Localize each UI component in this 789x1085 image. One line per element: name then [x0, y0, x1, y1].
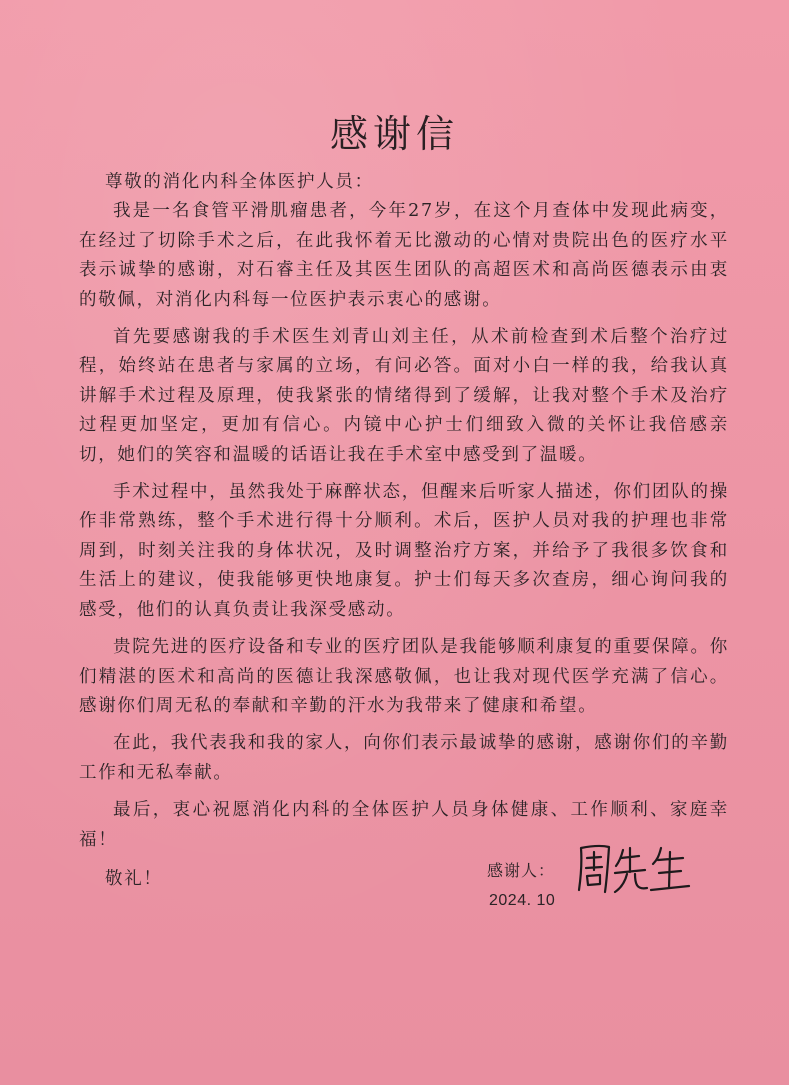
paragraph-5: 在此，我代表我和我的家人，向你们表示最诚挚的感谢，感谢你们的辛勤工作和无私奉献。 — [79, 733, 729, 783]
letter-date: 2024. 10 — [489, 892, 556, 909]
letter-body — [79, 168, 729, 894]
paragraph-1: 我是一名食管平滑肌瘤患者，今年27岁，在这个月查体中发现此病变，在经过了切除手术之后，在此我怀着无比激动的心情对贵院出色的医疗水平表示诚挚的感谢，对石睿主任及其医生团队的高超医术和高尚医德表示由衷的敬佩，对消化内科每一位医护表示衷心的感谢。 — [79, 201, 729, 310]
paragraph-3: 手术过程中，虽然我处于麻醉状态，但醒来后听家人描述，你们团队的操作非常熟练，整个手术进行得十分顺利。术后，医护人员对我的护理也非常周到，时刻关注我的身体状况，及时调整治疗方案，并给予了我很多饮食和生活上的建议，使我能够更快地康复。护士们每天多次查房，细心询问我的感受，他们的认真负责让我深受感动。 — [79, 482, 729, 620]
paragraph-4: 贵院先进的医疗设备和专业的医疗团队是我能够顺利康复的重要保障。你们精湛的医术和高尚的医德让我深感敬佩，也让我对现代医学充满了信心。感谢你们周无私的奉献和辛勤的汗水为我带来了健康和希望。 — [79, 637, 729, 716]
signer-label: 感谢人： — [487, 861, 556, 880]
paragraph-2: 首先要感谢我的手术医生刘青山刘主任，从术前检查到术后整个治疗过程，始终站在患者与家属的立场，有问必答。面对小白一样的我，给我认真讲解手术过程及原理，使我紧张的情绪得到了缓解，让我对整个手术及治疗过程更加坚定，更加有信心。内镜中心护士们细致入微的关怀让我倍感亲切，她们的笑容和温暖的话语让我在手术室中感受到了温暖。 — [79, 327, 729, 465]
letter-title: 感谢信 — [329, 112, 459, 156]
closing-salute: 敬礼！ — [105, 868, 163, 889]
paragraph-6: 最后，衷心祝愿消化内科的全体医护人员身体健康、工作顺利、家庭幸福！ — [79, 800, 729, 850]
handwritten-signature — [573, 838, 693, 898]
salutation: 尊敬的消化内科全体医护人员： — [105, 172, 374, 192]
